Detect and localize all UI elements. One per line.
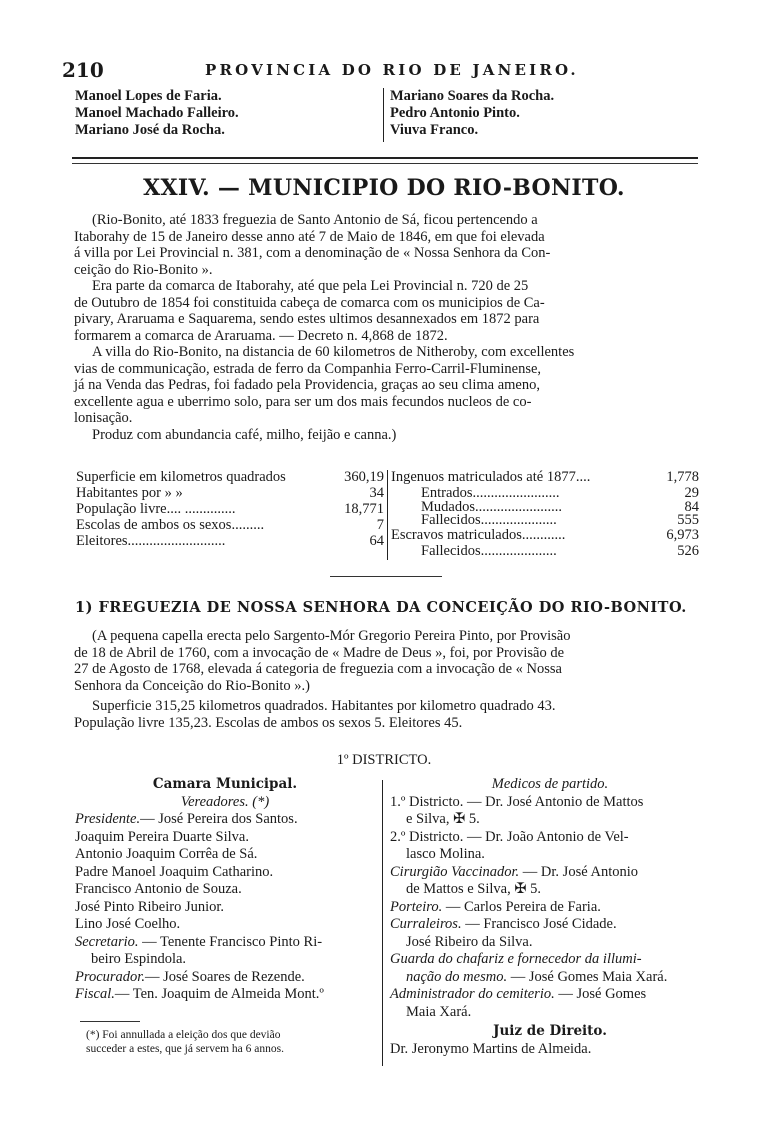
- text-line: lonisação.: [74, 410, 133, 426]
- names-right-column: [390, 88, 554, 139]
- role-label: Cirurgião Vaccinador.: [390, 863, 520, 880]
- stat-row: [76, 501, 384, 517]
- stat-row: [76, 517, 384, 533]
- member-line: [75, 811, 375, 829]
- role-label: Fiscal.: [75, 986, 115, 1002]
- stat-value: 555: [677, 512, 699, 528]
- stat-label: Mudados........................: [421, 499, 562, 515]
- text-line: Superficie 315,25 kilometros quadrados. Habitantes por kilometro quadrado 43.: [92, 698, 556, 714]
- member-name: — Ten. Joaquim de Almeida Mont.º: [114, 986, 324, 1002]
- chapter-intro: [74, 212, 706, 443]
- member-line: Francisco Antonio de Souza.: [75, 881, 242, 897]
- stat-row: [391, 527, 699, 543]
- district-heading: 1º DISTRICTO.: [336, 752, 432, 768]
- text-line: formarem a comarca de Araruama. — Decreto n. 4,868 de 1872.: [74, 327, 448, 344]
- text-line: excellente agua e uberrimo solo, para ser um dos mais fecundos nucleos de co-: [74, 393, 532, 410]
- staff-line: Guarda do chafariz e fornecedor da illumi-: [390, 951, 642, 967]
- staff-name: — Dr. José Antonio: [519, 863, 638, 880]
- text-line: Era parte da comarca de Itaborahy, até que pela Lei Provincial n. 720 de 25: [92, 278, 529, 294]
- member-line: [75, 934, 375, 952]
- stat-value: 360,19: [344, 469, 384, 485]
- vereadores-heading: Vereadores. (*): [180, 793, 270, 810]
- member-line: Padre Manoel Joaquim Catharino.: [75, 863, 274, 880]
- stat-label: Eleitores...........................: [76, 533, 226, 549]
- stat-value: 1,778: [666, 469, 699, 485]
- text-line: Produz com abundancia café, milho, feijão e canna.): [92, 426, 397, 443]
- member-line: [75, 986, 375, 1004]
- member-name: — José Pereira dos Santos.: [140, 811, 298, 827]
- stat-value: 84: [684, 499, 699, 515]
- stats-left-table: [76, 469, 384, 549]
- footnote-line: (*) Foi annullada a eleição dos que devião: [86, 1029, 281, 1041]
- name-line: Manoel Lopes de Faria.: [75, 88, 222, 104]
- stat-label: Escravos matriculados............: [391, 527, 566, 543]
- staff-name: — Carlos Pereira de Faria.: [442, 898, 601, 915]
- role-label: Porteiro.: [390, 898, 443, 915]
- staff-line: [390, 864, 710, 882]
- member-line: Joaquim Pereira Duarte Silva.: [75, 828, 249, 845]
- role-label: Procurador.: [75, 968, 145, 985]
- stat-label: População livre.... ..............: [76, 501, 236, 517]
- text-line: de 18 de Abril de 1760, com a invocação de « Madre de Deus », foi, por Provisão de: [74, 644, 565, 661]
- medicos-heading: Medicos de partido.: [491, 776, 609, 792]
- text-line: (A pequena capella erecta pelo Sargento-Mór Gregorio Pereira Pinto, por Provisão: [92, 628, 571, 644]
- column-divider: [383, 88, 384, 142]
- member-line: Antonio Joaquim Corrêa de Sá.: [75, 846, 258, 862]
- stat-row: [391, 469, 699, 485]
- stat-label: Fallecidos.....................: [421, 512, 557, 528]
- staff-line: [390, 899, 710, 917]
- footnote: [86, 1028, 376, 1056]
- stat-value: 526: [677, 543, 699, 559]
- freguezia-text: [74, 628, 706, 731]
- chapter-title: XXIV. — MUNICIPIO DO RIO-BONITO.: [143, 175, 625, 201]
- name-line: Manoel Machado Falleiro.: [75, 105, 239, 121]
- juiz-heading: Juiz de Direito.: [493, 1023, 607, 1039]
- stat-label: Escolas de ambos os sexos.........: [76, 517, 265, 533]
- medicos-column: [390, 776, 710, 1058]
- text-line: de Outubro de 1854 foi constituida cabeça de comarca com os municipios de Ca-: [74, 294, 545, 311]
- staff-line: [390, 969, 710, 987]
- member-line: Lino José Coelho.: [75, 916, 181, 932]
- stat-value: 29: [684, 485, 699, 501]
- staff-name: — José Gomes: [554, 986, 647, 1002]
- names-left-column: [75, 88, 239, 139]
- name-line: Viuva Franco.: [390, 122, 479, 138]
- staff-name: — Francisco José Cidade.: [461, 916, 617, 932]
- member-name: — Tenente Francisco Pinto Ri-: [138, 933, 323, 950]
- stat-label: Ingenuos matriculados até 1877....: [391, 469, 591, 485]
- stat-row: [391, 514, 699, 527]
- text-line: Itaborahy de 15 de Janeiro desse anno até 7 de Maio de 1846, em que foi elevada: [74, 228, 545, 245]
- stat-value: 64: [369, 533, 384, 549]
- staff-line: [390, 986, 710, 1004]
- column-divider: [382, 780, 383, 1066]
- running-title: PROVINCIA DO RIO DE JANEIRO.: [205, 61, 579, 79]
- name-line: Mariano José da Rocha.: [75, 122, 225, 138]
- stat-value: 34: [369, 485, 384, 501]
- text-line: ceição do Rio-Bonito ».: [74, 261, 213, 278]
- camara-column: [75, 776, 375, 1004]
- staff-line: lasco Molina.: [406, 846, 485, 862]
- stat-row: [76, 533, 384, 549]
- page-number: 210: [62, 58, 104, 82]
- stat-value: 18,771: [344, 501, 384, 517]
- juiz-name: Dr. Jeronymo Martins de Almeida.: [390, 1040, 592, 1057]
- stat-label: Habitantes por » »: [76, 485, 183, 501]
- role-label: nação do mesmo.: [406, 968, 508, 985]
- text-line: A villa do Rio-Bonito, na distancia de 60 kilometros de Nitheroby, com excellentes: [92, 344, 575, 360]
- staff-line: José Ribeiro da Silva.: [406, 933, 533, 950]
- camara-heading: Camara Municipal.: [152, 776, 298, 792]
- stat-row: [76, 485, 384, 501]
- double-rule-bottom: [72, 163, 698, 164]
- stat-label: Entrados........................: [421, 485, 560, 501]
- staff-line: Maia Xará.: [406, 1003, 472, 1020]
- footnote-line: succeder a estes, que já servem ha 6 annos.: [86, 1043, 284, 1055]
- text-line: á villa por Lei Provincial n. 381, com a denominação de « Nossa Senhora da Con-: [74, 245, 551, 261]
- stat-label: Fallecidos.....................: [421, 543, 557, 559]
- stat-value: 6,973: [666, 527, 699, 543]
- role-label: Presidente.: [75, 811, 141, 827]
- staff-line: e Silva, ✠ 5.: [406, 811, 480, 827]
- staff-line: 2.º Districto. — Dr. João Antonio de Vel-: [390, 828, 629, 845]
- member-line: José Pinto Ribeiro Junior.: [75, 898, 225, 915]
- role-label: Curraleiros.: [390, 916, 462, 932]
- column-divider: [387, 470, 388, 560]
- stat-value: 7: [376, 517, 384, 533]
- text-line: População livre 135,23. Escolas de ambos os sexos 5. Eleitores 45.: [74, 714, 463, 731]
- stat-row: [391, 543, 699, 559]
- member-name: — José Soares de Rezende.: [144, 968, 305, 985]
- double-rule-top: [72, 157, 698, 159]
- stats-right-table: [391, 469, 699, 559]
- name-line: Pedro Antonio Pinto.: [390, 105, 520, 121]
- stat-row: [76, 469, 384, 485]
- role-label: Administrador do cemiterio.: [390, 986, 555, 1002]
- footnote-rule: [80, 1021, 140, 1022]
- section-title: 1) FREGUEZIA DE NOSSA SENHORA DA CONCEIÇÃO DO RIO-BONITO.: [75, 599, 687, 616]
- staff-line: de Mattos e Silva, ✠ 5.: [406, 881, 541, 897]
- stat-label: Superficie em kilometros quadrados: [76, 469, 286, 485]
- short-rule: [330, 576, 442, 577]
- text-line: 27 de Agosto de 1768, elevada á categoria de freguezia com a invocação de « Nossa: [74, 661, 562, 677]
- text-line: já na Venda das Pedras, foi fadado pela Providencia, graças ao seu clima ameno,: [74, 377, 540, 393]
- role-label: Secretario.: [75, 933, 139, 950]
- name-line: Mariano Soares da Rocha.: [390, 88, 555, 104]
- member-line: [75, 969, 375, 987]
- staff-line: 1.º Districto. — Dr. José Antonio de Mattos: [390, 793, 644, 810]
- text-line: (Rio-Bonito, até 1833 freguezia de Santo Antonio de Sá, ficou pertencendo a: [92, 212, 538, 228]
- text-line: vias de communicação, estrada de ferro da Companhia Ferro-Carril-Fluminense,: [74, 360, 542, 377]
- staff-name: — José Gomes Maia Xará.: [507, 968, 668, 985]
- text-line: pivary, Araruama e Saquarema, sendo estes ultimos desannexados em 1872 para: [74, 311, 540, 327]
- staff-line: [390, 916, 710, 934]
- member-line: beiro Espindola.: [91, 951, 187, 967]
- text-line: Senhora da Conceição do Rio-Bonito ».): [74, 677, 310, 694]
